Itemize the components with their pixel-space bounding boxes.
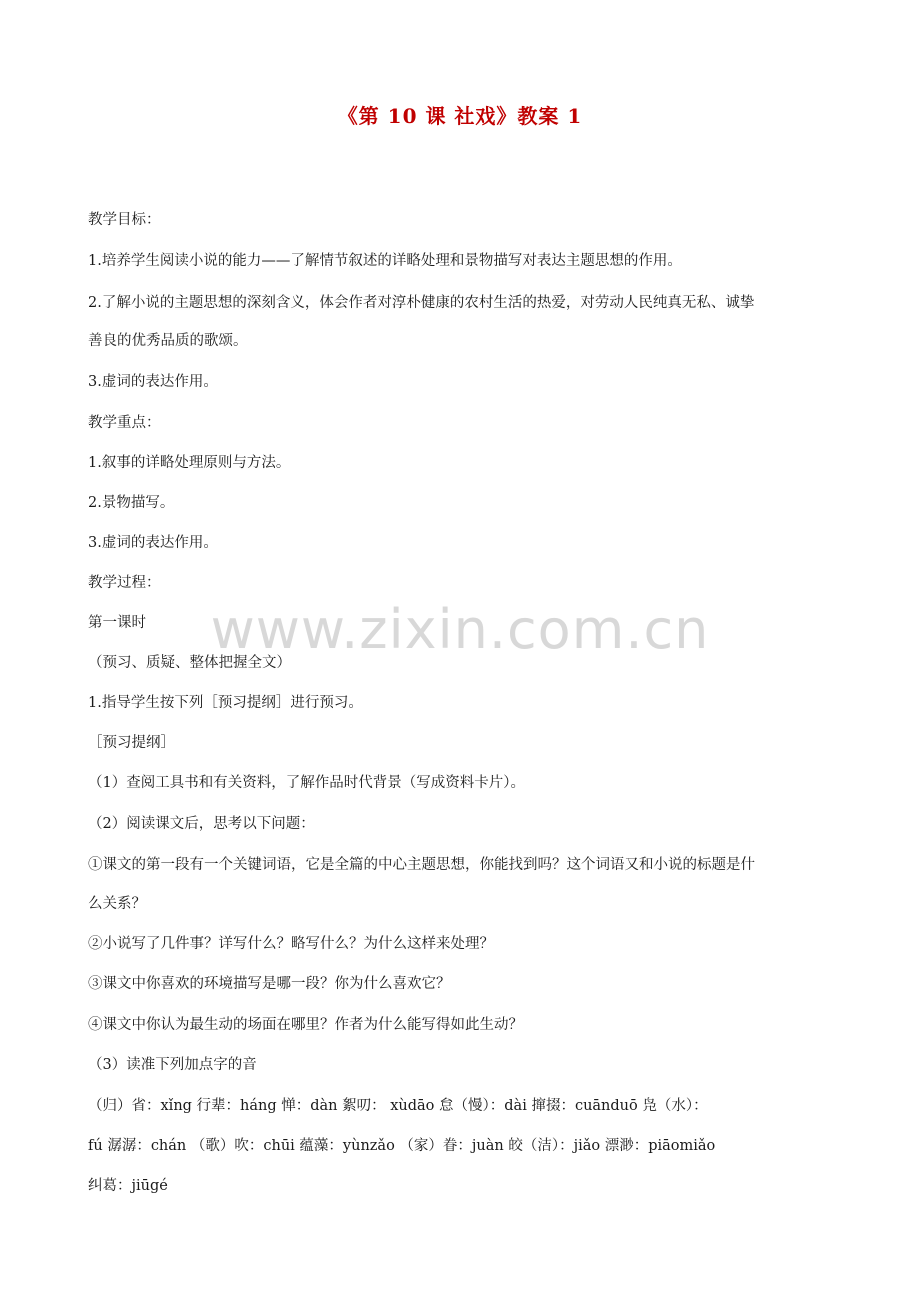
objective-2: 2.了解小说的主题思想的深刻含义，体会作者对淳朴健康的农村生活的热爱，对劳动人民纯真无私、诚挚	[88, 295, 755, 311]
question-3: ③课文中你喜欢的环境描写是哪一段？你为什么喜欢它？	[88, 976, 451, 992]
section-heading-objectives: 教学目标：	[88, 212, 161, 228]
pinyin-row-2: fú 潺潺：chán （歌）吹：chūi 蕴藻：yùnzǎo （家）眷：juàn 皎（洁）：jiǎo 漂渺：piāomiǎo	[88, 1138, 716, 1154]
pinyin-row-3: 纠葛：jiūgé	[88, 1178, 168, 1194]
section-heading-process: 教学过程：	[88, 575, 161, 591]
step-1: 1.指导学生按下列［预习提纲］进行预习。	[88, 695, 363, 711]
section-heading-key-points: 教学重点：	[88, 415, 161, 431]
key-point-3: 3.虚词的表达作用。	[88, 535, 218, 551]
preview-outline-heading: ［预习提纲］	[88, 735, 175, 751]
document-title: 《第 10 课 社戏》教案 1	[337, 104, 583, 128]
outline-item-2: （2）阅读课文后，思考以下问题：	[88, 816, 315, 832]
objective-1: 1.培养学生阅读小说的能力——了解情节叙述的详略处理和景物描写对表达主题思想的作用。	[88, 253, 682, 269]
outline-item-3: （3）读准下列加点字的音	[88, 1057, 257, 1073]
question-2: ②小说写了几件事？详写什么？略写什么？为什么这样来处理？	[88, 936, 494, 952]
key-point-1: 1.叙事的详略处理原则与方法。	[88, 455, 291, 471]
pinyin-row-1: （归）省：xǐng 行辈：háng 惮：dàn 絮叨： xùdāo 怠（慢）：dài 撺掇：cuānduō 凫（水）：	[88, 1098, 708, 1114]
question-4: ④课文中你认为最生动的场面在哪里？作者为什么能写得如此生动？	[88, 1017, 523, 1033]
outline-item-1: （1）查阅工具书和有关资料，了解作品时代背景（写成资料卡片）。	[88, 775, 525, 791]
first-lesson-heading: 第一课时	[88, 615, 146, 631]
objective-2-continued: 善良的优秀品质的歌颂。	[88, 333, 248, 349]
key-point-2: 2.景物描写。	[88, 495, 175, 511]
question-1: ①课文的第一段有一个关键词语，它是全篇的中心主题思想，你能找到吗？这个词语又和小说的标题是什	[88, 857, 755, 873]
first-lesson-subtitle: （预习、质疑、整体把握全文）	[88, 655, 291, 671]
objective-3: 3.虚词的表达作用。	[88, 374, 218, 390]
question-1-continued: 么关系？	[88, 896, 146, 912]
watermark: www.zixin.com.cn	[210, 598, 710, 661]
